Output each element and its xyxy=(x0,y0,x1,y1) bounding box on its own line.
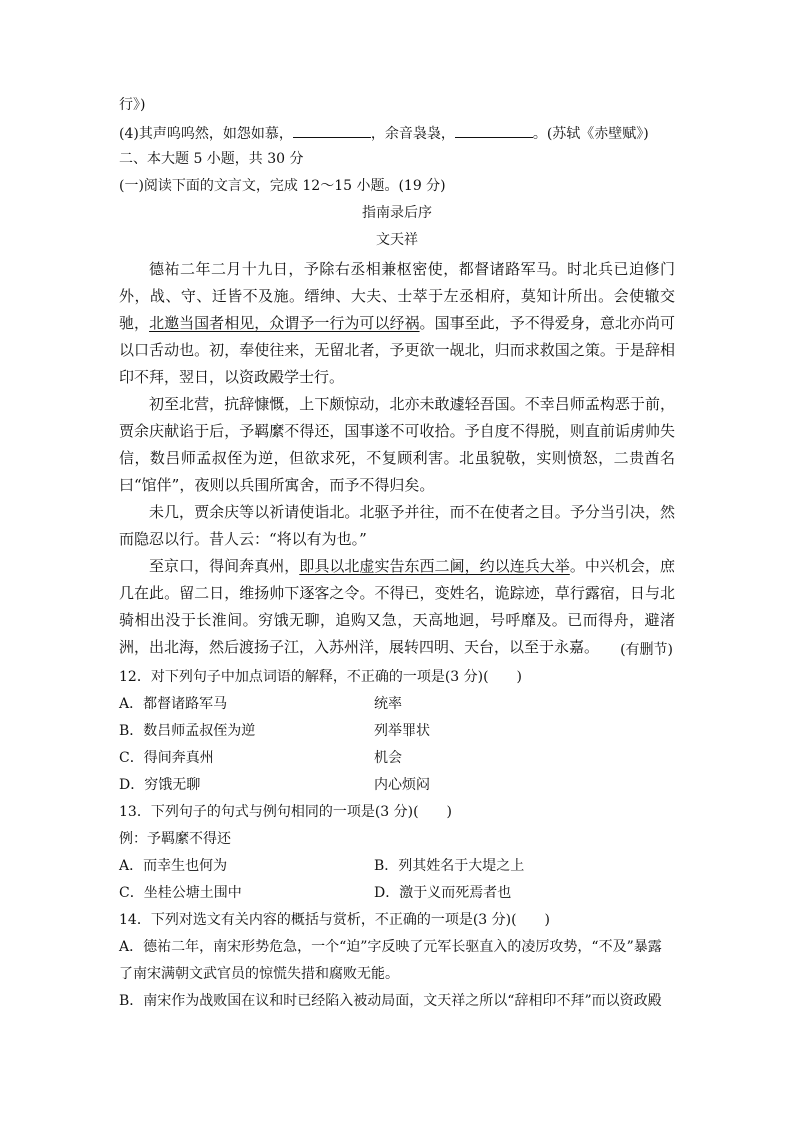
q13-option-a: A．而幸生也何为 xyxy=(119,858,228,874)
p4-underlined: 即具以北虚实告东西二阃，约以连兵大举 xyxy=(299,557,570,575)
p1-underlined: 北邀当国者相见，众谓予一行为可以纾祸 xyxy=(149,314,420,332)
continued-line: 行》) xyxy=(119,97,146,113)
q4-text-b: ，余音袅袅， xyxy=(370,126,455,142)
q14-option-b: B．南宋作为战败国在议和时已经陷入被动局面，文天祥之所以“辞相印不拜”而以资政殿 xyxy=(119,993,662,1009)
question-4 xyxy=(119,123,649,143)
q13-option-c: C．坐桂公塘土围中 xyxy=(119,885,242,901)
q4-text-c: 。(苏轼《赤壁赋》) xyxy=(532,126,649,142)
q12-option-c: C．得间奔真州 xyxy=(119,750,214,766)
q13-option-d: D．激于义而死焉者也 xyxy=(374,885,512,901)
paragraph-2: 初至北营，抗辞慷慨，上下颇惊动，北亦未敢遽轻吾国。不幸吕师孟构恶于前，贾余庆献谄于后，予羁縻不得还，国事遂不可收拾。予自度不得脱，则直前诟虏帅失信，数吕师孟叔侄为逆，但欲求死，不复顾利害。北虽貌敬，实则愤怒，二贵酋名曰“馆伴”，夜则以兵围所寓舍，而予不得归矣。 xyxy=(119,395,675,494)
article-title: 指南录后序 xyxy=(362,205,432,221)
q12-option-b-gloss: 列举罪状 xyxy=(374,723,430,739)
q12-stem: 12．对下列句子中加点词语的解释，不正确的一项是(3 分)( ) xyxy=(119,669,523,685)
q13-option-b: B．列其姓名于大堤之上 xyxy=(374,858,525,874)
q12-option-c-gloss: 机会 xyxy=(374,750,402,766)
abridged-note: (有删节) xyxy=(620,642,673,658)
q12-option-b: B．数吕师孟叔侄为逆 xyxy=(119,723,256,739)
q4-blank-1[interactable] xyxy=(293,123,371,138)
q14-options xyxy=(119,934,675,1015)
q12-option-d-gloss: 内心烦闷 xyxy=(374,777,430,793)
q13-stem: 13．下列句子的句式与例句相同的一项是(3 分)( ) xyxy=(119,804,453,820)
q13-example: 例：予羁縻不得还 xyxy=(119,831,231,847)
q14-option-a: A．德祐二年，南宋形势危急，一个“迫”字反映了元军长驱直入的凌厉攻势，“不及”暴露了南宋满朝文武官员的惊慌失措和腐败无能。 xyxy=(119,939,662,982)
article-author: 文天祥 xyxy=(376,232,418,248)
p1-text-b: 。国事至此，予不得爱身，意北亦尚可以口舌动也。初，奉使往来，无留北者，予更欲一觇北，归而求救国之策。于是辞相印不拜，翌日，以资政殿学士行。 xyxy=(119,314,675,386)
article-body xyxy=(119,256,675,661)
p4-text-b: 。中兴机会，庶几在此。留二日，维扬帅下逐客之令。不得已，变姓名，诡踪迹，草行露宿，日与北骑相出没于长淮间。穷饿无聊，追购又急，天高地迥，号呼靡及。已而得舟，避渚洲，出北海，然后渡扬子江，入苏州洋，展转四明、天台，以至于永嘉。 xyxy=(119,557,675,656)
p1-text-a: 德祐二年二月十九日，予除右丞相兼枢密使，都督诸路军马。时北兵已迫修门外，战、守、迁皆不及施。缙绅、大夫、士萃于左丞相府，莫知计所出。会使辙交驰， xyxy=(119,260,675,332)
subsection-heading: (一)阅读下面的文言文，完成 12～15 小题。(19 分) xyxy=(119,178,446,194)
q12-option-d: D．穷饿无聊 xyxy=(119,777,201,793)
q4-blank-2[interactable] xyxy=(455,123,533,138)
q12-option-a-gloss: 统率 xyxy=(374,696,402,712)
q4-text-a: (4)其声呜呜然，如怨如慕， xyxy=(119,126,293,142)
q12-option-a: A．都督诸路军马 xyxy=(119,696,228,712)
q14-stem: 14．下列对选文有关内容的概括与赏析，不正确的一项是(3 分)( ) xyxy=(119,912,551,928)
paragraph-1 xyxy=(119,256,675,391)
section-heading: 二、本大题 5 小题，共 30 分 xyxy=(119,151,304,167)
paragraph-4 xyxy=(119,553,675,661)
p4-text-a: 至京口，得间奔真州， xyxy=(149,557,300,575)
paragraph-3: 未几，贾余庆等以祈请使诣北。北驱予并往，而不在使者之目。予分当引决，然而隐忍以行。昔人云：“将以有为也。” xyxy=(119,503,675,548)
